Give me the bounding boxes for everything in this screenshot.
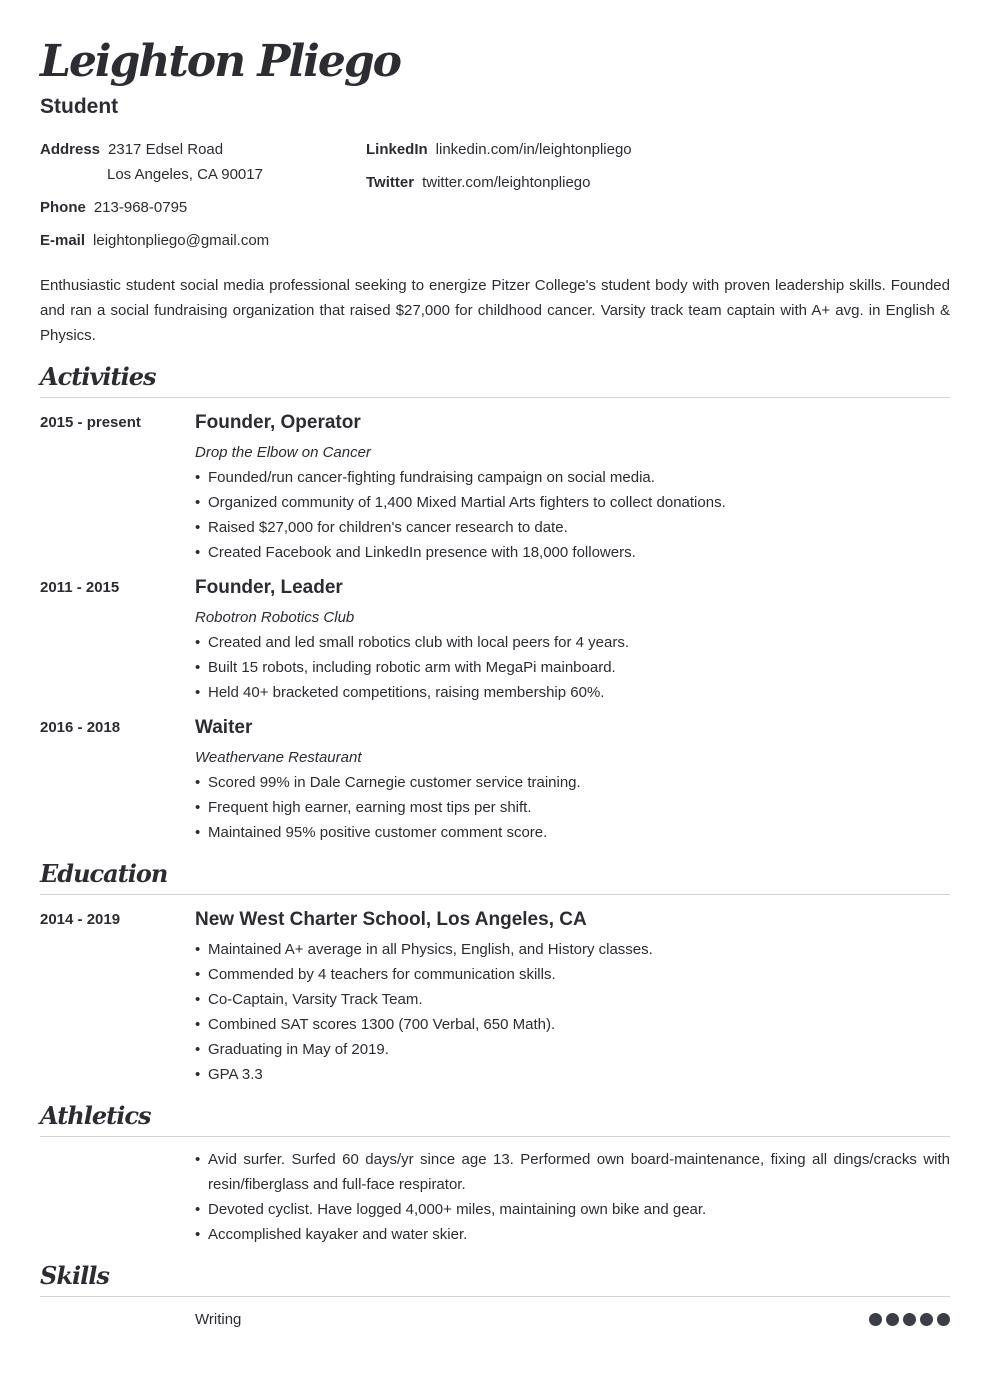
bullet-text: GPA 3.3: [208, 1066, 263, 1083]
activity-organization: Weathervane Restaurant: [195, 749, 362, 766]
contact-twitter: [366, 173, 591, 193]
email-label: E-mail: [40, 232, 86, 249]
activity-content: [195, 411, 950, 565]
bullet-dot-icon: •: [195, 1016, 201, 1033]
activity-organization: Drop the Elbow on Cancer: [195, 444, 371, 461]
bullet-dot-icon: •: [195, 774, 201, 791]
activity-role: Founder, Leader: [195, 577, 343, 598]
athletics-content: [195, 1147, 950, 1247]
athletics-divider: [40, 1136, 950, 1137]
bullet-item: [195, 987, 950, 1012]
bullet-item: [195, 1062, 950, 1087]
bullet-item: [195, 1147, 950, 1197]
skills-divider: [40, 1296, 950, 1297]
bullet-item: [195, 540, 950, 565]
email-link[interactable]: leightonpliego@gmail.com: [93, 232, 270, 249]
contact-phone: [40, 198, 187, 218]
skill-row: [195, 1307, 950, 1332]
bullet-text: Held 40+ bracketed competitions, raising membership 60%.: [208, 684, 605, 701]
activity-bullets: [195, 630, 950, 705]
bullet-item: [195, 795, 950, 820]
education-divider: [40, 894, 950, 895]
activity-date: 2016 - 2018: [40, 719, 121, 736]
bullet-text: Organized community of 1,400 Mixed Martial Arts fighters to collect donations.: [208, 494, 726, 511]
bullet-item: [195, 1222, 950, 1247]
bullet-dot-icon: •: [195, 941, 201, 958]
activity-role: Waiter: [195, 717, 253, 738]
activity-date: 2015 - present: [40, 414, 141, 431]
linkedin-link[interactable]: linkedin.com/in/leightonpliego: [435, 141, 632, 158]
bullet-text: Frequent high earner, earning most tips per shift.: [208, 799, 532, 816]
education-school: New West Charter School, Los Angeles, CA: [195, 909, 587, 930]
bullet-dot-icon: •: [195, 1226, 201, 1243]
bullet-dot-icon: •: [195, 544, 201, 561]
bullet-item: [195, 490, 950, 515]
bullet-text: Co-Captain, Varsity Track Team.: [208, 991, 423, 1008]
education-date: 2014 - 2019: [40, 911, 121, 928]
bullet-dot-icon: •: [195, 799, 201, 816]
bullet-item: [195, 937, 950, 962]
bullet-item: [195, 630, 950, 655]
bullet-text: Created Facebook and LinkedIn presence with 18,000 followers.: [208, 544, 636, 561]
skill-rating: [869, 1313, 950, 1326]
address-line2: Los Angeles, CA 90017: [107, 166, 263, 183]
address-line1: 2317 Edsel Road: [108, 141, 224, 158]
bullet-dot-icon: •: [195, 966, 201, 983]
contact-linkedin: [366, 140, 632, 160]
contact-address: [40, 140, 263, 183]
bullet-text: Commended by 4 teachers for communication skills.: [208, 966, 556, 983]
bullet-item: [195, 515, 950, 540]
phone-value: 213-968-0795: [93, 199, 188, 216]
bullet-text: Raised $27,000 for children's cancer research to date.: [208, 519, 568, 536]
bullet-item: [195, 1037, 950, 1062]
education-bullets: [195, 937, 950, 1087]
rating-dot-icon: [937, 1313, 950, 1326]
bullet-text: Scored 99% in Dale Carnegie customer service training.: [208, 774, 581, 791]
athletics-bullets: [195, 1147, 950, 1247]
bullet-dot-icon: •: [195, 1066, 201, 1083]
bullet-item: [195, 1197, 950, 1222]
twitter-label: Twitter: [366, 174, 415, 191]
bullet-item: [195, 655, 950, 680]
education-heading: Education: [40, 859, 168, 888]
candidate-title: Student: [40, 95, 119, 118]
activity-date: 2011 - 2015: [40, 579, 120, 596]
profile-summary: Enthusiastic student social media professional seeking to energize Pitzer College's student body with proven leadership skills. Founded and ran a social fundraising organization that raised $27,000 for childhood cancer. Varsity track team captain with A+ avg. in English & Physics.: [40, 277, 950, 344]
bullet-dot-icon: •: [195, 659, 201, 676]
activity-organization: Robotron Robotics Club: [195, 609, 355, 626]
activity-role: Founder, Operator: [195, 412, 361, 433]
address-label: Address: [40, 141, 101, 158]
bullet-item: [195, 770, 950, 795]
bullet-text: Accomplished kayaker and water skier.: [208, 1226, 468, 1243]
activity-bullets: [195, 465, 950, 565]
activity-content: [195, 576, 950, 705]
bullet-text: Graduating in May of 2019.: [208, 1041, 389, 1058]
bullet-item: [195, 1012, 950, 1037]
bullet-dot-icon: •: [195, 1041, 201, 1058]
bullet-dot-icon: •: [195, 824, 201, 841]
bullet-text: Devoted cyclist. Have logged 4,000+ miles, maintaining own bike and gear.: [208, 1201, 707, 1218]
education-content: [195, 908, 950, 1087]
bullet-text: Created and led small robotics club with local peers for 4 years.: [208, 634, 630, 651]
activity-bullets: [195, 770, 950, 845]
skill-name: Writing: [195, 1311, 242, 1328]
bullet-item: [195, 680, 950, 705]
bullet-item: [195, 820, 950, 845]
bullet-item: [195, 465, 950, 490]
bullet-dot-icon: •: [195, 1201, 201, 1218]
activities-heading: Activities: [40, 362, 156, 391]
activities-divider: [40, 397, 950, 398]
rating-dot-icon: [920, 1313, 933, 1326]
bullet-item: [195, 962, 950, 987]
bullet-text: Maintained 95% positive customer comment score.: [208, 824, 548, 841]
candidate-name: Leighton Pliego: [40, 36, 401, 87]
bullet-dot-icon: •: [195, 1151, 201, 1168]
contact-email: [40, 231, 269, 251]
bullet-dot-icon: •: [195, 634, 201, 651]
bullet-text: Maintained A+ average in all Physics, English, and History classes.: [208, 941, 653, 958]
activity-content: [195, 716, 950, 845]
bullet-dot-icon: •: [195, 519, 201, 536]
bullet-text: Avid surfer. Surfed 60 days/yr since age 13. Performed own board-maintenance, fixing all dings/cracks with resin/fiberglass and full-face respirator.: [208, 1151, 950, 1193]
bullet-text: Built 15 robots, including robotic arm with MegaPi mainboard.: [208, 659, 616, 676]
bullet-text: Combined SAT scores 1300 (700 Verbal, 650 Math).: [208, 1016, 556, 1033]
bullet-dot-icon: •: [195, 494, 201, 511]
bullet-dot-icon: •: [195, 684, 201, 701]
phone-label: Phone: [40, 199, 86, 216]
athletics-heading: Athletics: [40, 1101, 151, 1130]
skills-heading: Skills: [40, 1261, 109, 1290]
rating-dot-icon: [903, 1313, 916, 1326]
rating-dot-icon: [869, 1313, 882, 1326]
twitter-link[interactable]: twitter.com/leightonpliego: [422, 174, 591, 191]
bullet-dot-icon: •: [195, 991, 201, 1008]
linkedin-label: LinkedIn: [366, 141, 428, 158]
bullet-dot-icon: •: [195, 469, 201, 486]
bullet-text: Founded/run cancer-fighting fundraising campaign on social media.: [208, 469, 655, 486]
rating-dot-icon: [886, 1313, 899, 1326]
